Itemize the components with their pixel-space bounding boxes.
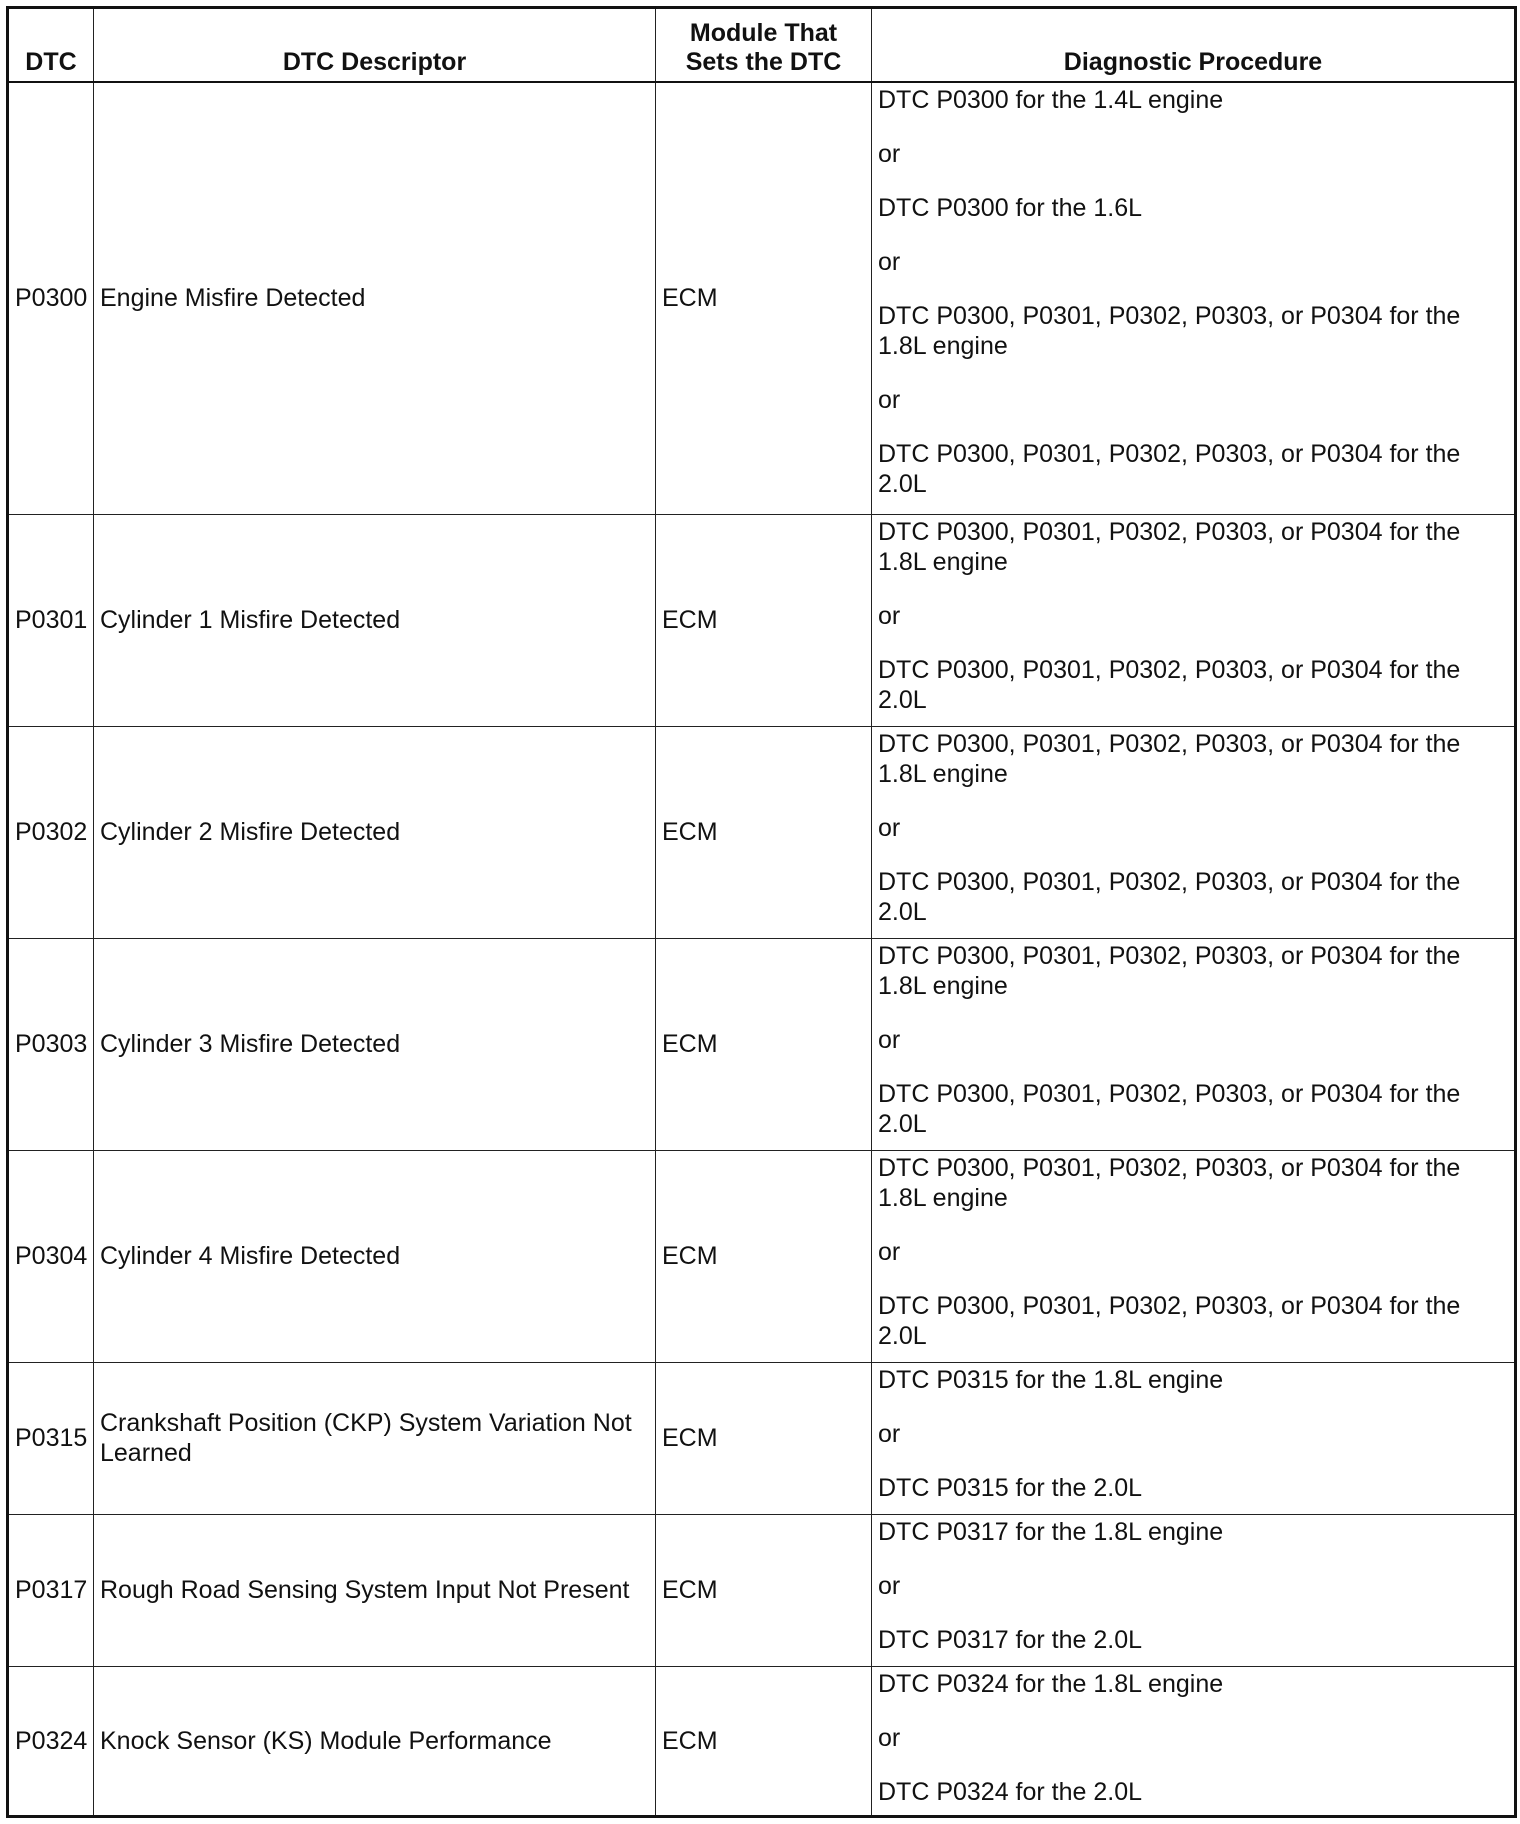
- cell-module: ECM: [656, 1362, 872, 1514]
- table-row: [8, 938, 1516, 1150]
- cell-procedure: [872, 726, 1516, 938]
- cell-module: ECM: [656, 1514, 872, 1666]
- procedure-or-separator: or: [878, 140, 901, 168]
- header-module-label: Module That Sets the DTC: [685, 19, 842, 76]
- procedure-or-separator: or: [878, 248, 901, 276]
- procedure-link-text[interactable]: DTC P0300, P0301, P0302, P0303, or P0304 for the 1.8L engine: [878, 729, 1461, 788]
- cell-procedure: [872, 1362, 1516, 1514]
- table-row: [8, 1150, 1516, 1362]
- cell-procedure: [872, 1514, 1516, 1666]
- procedure-link-text[interactable]: DTC P0315 for the 1.8L engine: [878, 1365, 1224, 1394]
- table-row: [8, 726, 1516, 938]
- procedure-link-text[interactable]: DTC P0317 for the 2.0L: [878, 1625, 1143, 1654]
- cell-procedure: [872, 82, 1516, 514]
- procedure-or-separator: or: [878, 601, 901, 630]
- cell-module: ECM: [656, 1150, 872, 1362]
- procedure-link-text[interactable]: DTC P0300, P0301, P0302, P0303, or P0304 for the 2.0L: [878, 440, 1461, 498]
- cell-descriptor: Rough Road Sensing System Input Not Present: [94, 1514, 656, 1666]
- procedure-link-text[interactable]: DTC P0300, P0301, P0302, P0303, or P0304 for the 1.8L engine: [878, 1153, 1461, 1212]
- table-header-row: [8, 8, 1516, 83]
- cell-descriptor: Cylinder 2 Misfire Detected: [94, 726, 656, 938]
- cell-dtc: P0317: [8, 1514, 94, 1666]
- procedure-or-separator: or: [878, 1419, 901, 1448]
- cell-descriptor: Cylinder 4 Misfire Detected: [94, 1150, 656, 1362]
- procedure-or-separator: or: [878, 386, 901, 414]
- procedure-or-separator: or: [878, 1025, 901, 1054]
- dtc-table: [6, 6, 1517, 1818]
- table-row: [8, 1666, 1516, 1816]
- header-module: [656, 8, 872, 83]
- procedure-link-text[interactable]: DTC P0300, P0301, P0302, P0303, or P0304 for the 1.8L engine: [878, 941, 1461, 1000]
- cell-dtc: P0324: [8, 1666, 94, 1816]
- procedure-link-text[interactable]: DTC P0300, P0301, P0302, P0303, or P0304 for the 2.0L: [878, 1079, 1461, 1138]
- table-row: [8, 1362, 1516, 1514]
- procedure-link-text[interactable]: DTC P0324 for the 1.8L engine: [878, 1669, 1224, 1698]
- cell-descriptor: Cylinder 3 Misfire Detected: [94, 938, 656, 1150]
- procedure-link-text[interactable]: DTC P0315 for the 2.0L: [878, 1473, 1143, 1502]
- header-descriptor: DTC Descriptor: [94, 8, 656, 83]
- procedure-or-separator: or: [878, 1237, 901, 1266]
- procedure-or-separator: or: [878, 1571, 901, 1600]
- header-dtc: DTC: [8, 8, 94, 83]
- procedure-link-text[interactable]: DTC P0300, P0301, P0302, P0303, or P0304 for the 1.8L engine: [878, 302, 1461, 360]
- cell-descriptor: Crankshaft Position (CKP) System Variation Not Learned: [94, 1362, 656, 1514]
- procedure-link-text[interactable]: DTC P0300 for the 1.6L: [878, 194, 1143, 222]
- cell-module: ECM: [656, 938, 872, 1150]
- procedure-or-separator: or: [878, 1723, 901, 1752]
- cell-procedure: [872, 1666, 1516, 1816]
- table-row: [8, 1514, 1516, 1666]
- cell-module: ECM: [656, 726, 872, 938]
- cell-dtc: P0302: [8, 726, 94, 938]
- procedure-link-text[interactable]: DTC P0300, P0301, P0302, P0303, or P0304 for the 2.0L: [878, 1291, 1461, 1350]
- procedure-link-text[interactable]: DTC P0300 for the 1.4L engine: [878, 86, 1224, 114]
- dtc-table-sheet: [6, 6, 1514, 1818]
- procedure-link-text[interactable]: DTC P0300, P0301, P0302, P0303, or P0304 for the 2.0L: [878, 655, 1461, 714]
- cell-module: ECM: [656, 514, 872, 726]
- cell-dtc: P0303: [8, 938, 94, 1150]
- cell-descriptor: Knock Sensor (KS) Module Performance: [94, 1666, 656, 1816]
- cell-procedure: [872, 1150, 1516, 1362]
- cell-dtc: P0300: [8, 82, 94, 514]
- cell-module: ECM: [656, 1666, 872, 1816]
- cell-dtc: P0301: [8, 514, 94, 726]
- header-procedure: Diagnostic Procedure: [872, 8, 1516, 83]
- cell-dtc: P0304: [8, 1150, 94, 1362]
- cell-procedure: [872, 514, 1516, 726]
- procedure-link-text[interactable]: DTC P0317 for the 1.8L engine: [878, 1517, 1224, 1546]
- cell-procedure: [872, 938, 1516, 1150]
- procedure-link-text[interactable]: DTC P0300, P0301, P0302, P0303, or P0304 for the 2.0L: [878, 867, 1461, 926]
- procedure-or-separator: or: [878, 813, 901, 842]
- cell-module: ECM: [656, 82, 872, 514]
- cell-descriptor: Engine Misfire Detected: [94, 82, 656, 514]
- table-row: [8, 82, 1516, 514]
- table-body: [8, 82, 1516, 1817]
- cell-descriptor: Cylinder 1 Misfire Detected: [94, 514, 656, 726]
- procedure-link-text[interactable]: DTC P0324 for the 2.0L: [878, 1777, 1143, 1806]
- cell-dtc: P0315: [8, 1362, 94, 1514]
- table-row: [8, 514, 1516, 726]
- procedure-link-text[interactable]: DTC P0300, P0301, P0302, P0303, or P0304 for the 1.8L engine: [878, 517, 1461, 576]
